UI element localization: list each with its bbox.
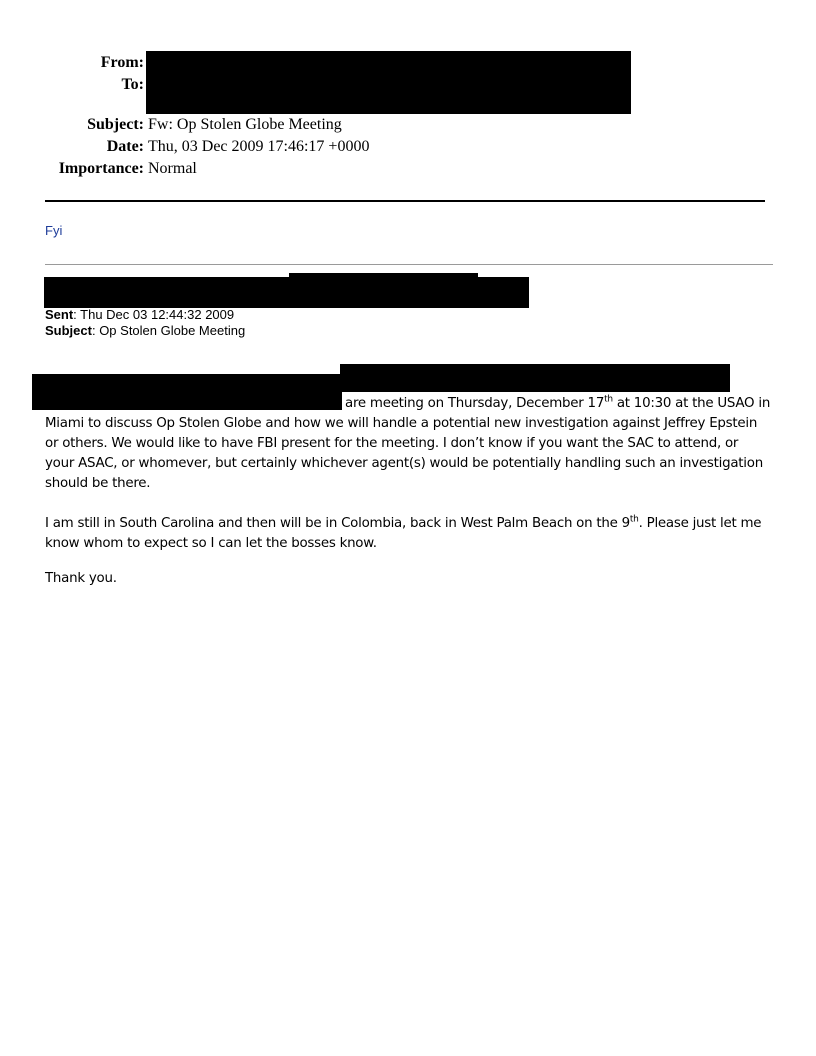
body-line-1-a: are meeting on Thursday, December 17 xyxy=(345,396,605,411)
date-value: Thu, 03 Dec 2009 17:46:17 +0000 xyxy=(148,138,370,155)
subject-value: Fw: Op Stolen Globe Meeting xyxy=(148,116,342,133)
header-divider xyxy=(45,200,765,202)
subject-label: Subject: xyxy=(87,116,144,133)
redaction-body-top xyxy=(340,364,730,392)
body-para2-sup: th xyxy=(629,514,639,525)
original-subject-value: : Op Stolen Globe Meeting xyxy=(91,323,246,338)
body-line-1-b: at 10:30 at the USAO in xyxy=(612,396,771,411)
sent-value: : Thu Dec 03 12:44:32 2009 xyxy=(73,307,235,322)
body-line-4: your ASAC, or whomever, but certainly whichever agent(s) would be potentially handling such an investigation xyxy=(45,456,763,471)
body-para2-line-1 xyxy=(45,514,775,534)
body-para2-b: . Please just let me xyxy=(638,516,762,531)
body-para2-line-2: know whom to expect so I can let the bosses know. xyxy=(45,536,377,551)
body-line-3: or others. We would like to have FBI present for the meeting. I don’t know if you want the SAC to attend, or xyxy=(45,436,739,451)
body-line-5: should be there. xyxy=(45,476,151,491)
sent-label: Sent xyxy=(45,307,74,322)
original-message-divider xyxy=(45,264,773,265)
body-line-2: Miami to discuss Op Stolen Globe and how we will handle a potential new investigation against Jeffrey Epstein xyxy=(45,416,758,431)
closing-line: Thank you. xyxy=(45,571,117,586)
body-line-1 xyxy=(345,394,785,414)
importance-label: Importance: xyxy=(58,160,144,177)
redaction-from-to xyxy=(146,51,631,114)
redaction-body-left xyxy=(32,374,342,410)
date-label: Date: xyxy=(106,138,144,155)
body-line-1-sup: th xyxy=(604,394,613,405)
from-label: From: xyxy=(100,54,144,71)
original-subject-line xyxy=(45,323,245,338)
original-subject-label: Subject xyxy=(45,323,92,338)
to-label: To: xyxy=(121,76,144,93)
forward-note: Fyi xyxy=(45,223,63,238)
body-para2-a: I am still in South Carolina and then will be in Colombia, back in West Palm Beach on the 9 xyxy=(45,516,630,531)
sent-line xyxy=(45,307,234,322)
redaction-original-from xyxy=(44,277,529,308)
importance-value: Normal xyxy=(148,160,197,177)
